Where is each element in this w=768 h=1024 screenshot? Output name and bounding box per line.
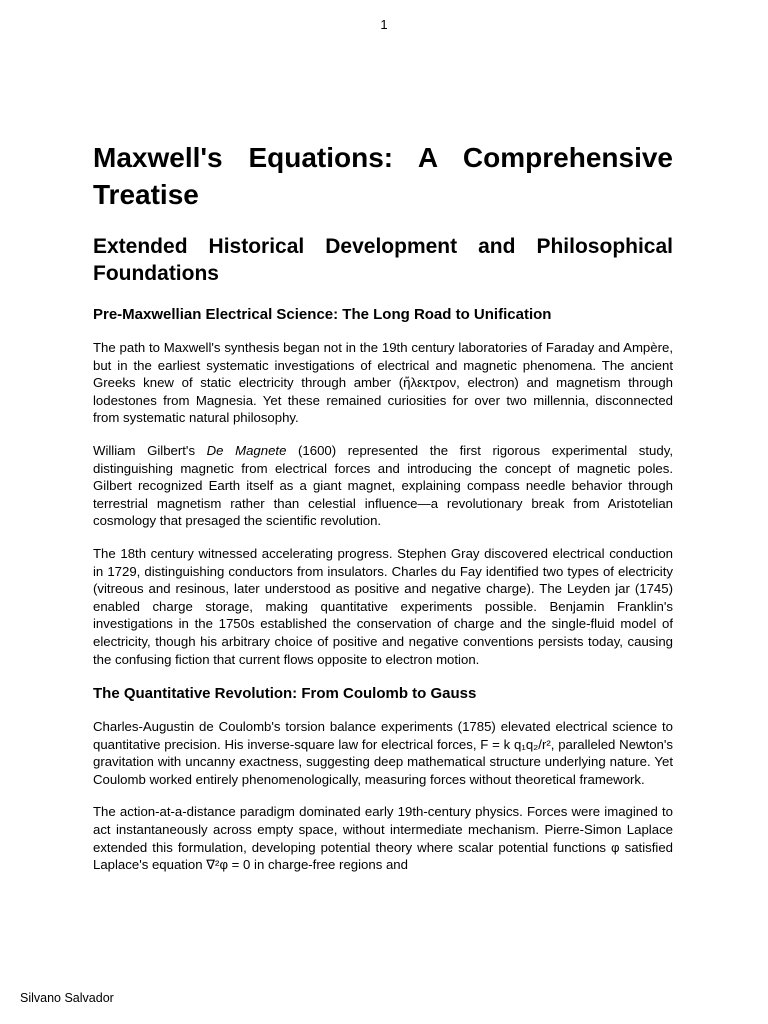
section-heading-pre-maxwellian: Pre-Maxwellian Electrical Science: The Long Road to Unification <box>93 306 552 323</box>
paragraph: The 18th century witnessed accelerating progress. Stephen Gray discovered electrical conduction in 1729, distinguishing conductors from insulators. Charles du Fay identified two types of electricity (vitreous and resinous, later understood as positive and negative charge). The Leyden jar (1745) enabled charge storage, making quantitative experiments possible. Benjamin Franklin's investigations in the 1750s established the conservation of charge and the single-fluid model of electricity, though his arbitrary choice of positive and negative conventions persists today, causing the confusing fiction that current flows opposite to electron motion. <box>93 545 673 667</box>
document-subtitle: Extended Historical Development and Philosophical Foundations <box>93 235 673 285</box>
paragraph-text: (1600) represented the first rigorous experimental study, distinguishing magnetic from electrical forces and introducing the concept of magnetic poles. Gilbert recognized Earth itself as a giant magnet, explaining compass needle behavior through terrestrial magnetism rather than celestial influence—a revolutionary break from Aristotelian cosmology that presaged the scientific revolution. <box>93 442 674 529</box>
paragraph: Charles-Augustin de Coulomb's torsion balance experiments (1785) elevated electrical science to quantitative precision. His inverse-square law for electrical forces, F = k q₁q₂/r², paralleled Newton's gravitation with uncanny exactness, suggesting deep mathematical structure underlying nature. Yet Coulomb worked entirely phenomenologically, measuring forces without theoretical framework. <box>93 719 673 787</box>
paragraph: The action-at-a-distance paradigm dominated early 19th-century physics. Forces were imagined to act instantaneously across empty space, without intermediate mechanism. Pierre-Simon Laplace extended this formulation, developing potential theory where scalar potential functions φ satisfied Laplace's equation ∇²φ = 0 in charge-free regions and <box>93 804 673 873</box>
section-heading-quantitative: The Quantitative Revolution: From Coulomb to Gauss <box>93 685 477 703</box>
paragraph-gilbert <box>93 442 673 530</box>
paragraph-text: William Gilbert's <box>93 442 207 458</box>
footer-author: Silvano Salvador <box>20 991 114 1005</box>
book-title: De Magnete <box>206 442 287 458</box>
page-number: 1 <box>380 17 388 32</box>
document-body <box>93 139 673 889</box>
paragraph: The path to Maxwell's synthesis began not in the 19th century laboratories of Faraday and Ampère, but in the earliest systematic investigations of electrical and magnetic phenomena. The ancient Greeks knew of static electricity through amber (ἤλεκτρον, electron) and magnetism through lodestones from Magnesia. Yet these remained curiosities for over two millennia, disconnected from systematic natural philosophy. <box>93 340 673 426</box>
document-title: Maxwell's Equations: A Comprehensive Treatise <box>93 142 673 210</box>
